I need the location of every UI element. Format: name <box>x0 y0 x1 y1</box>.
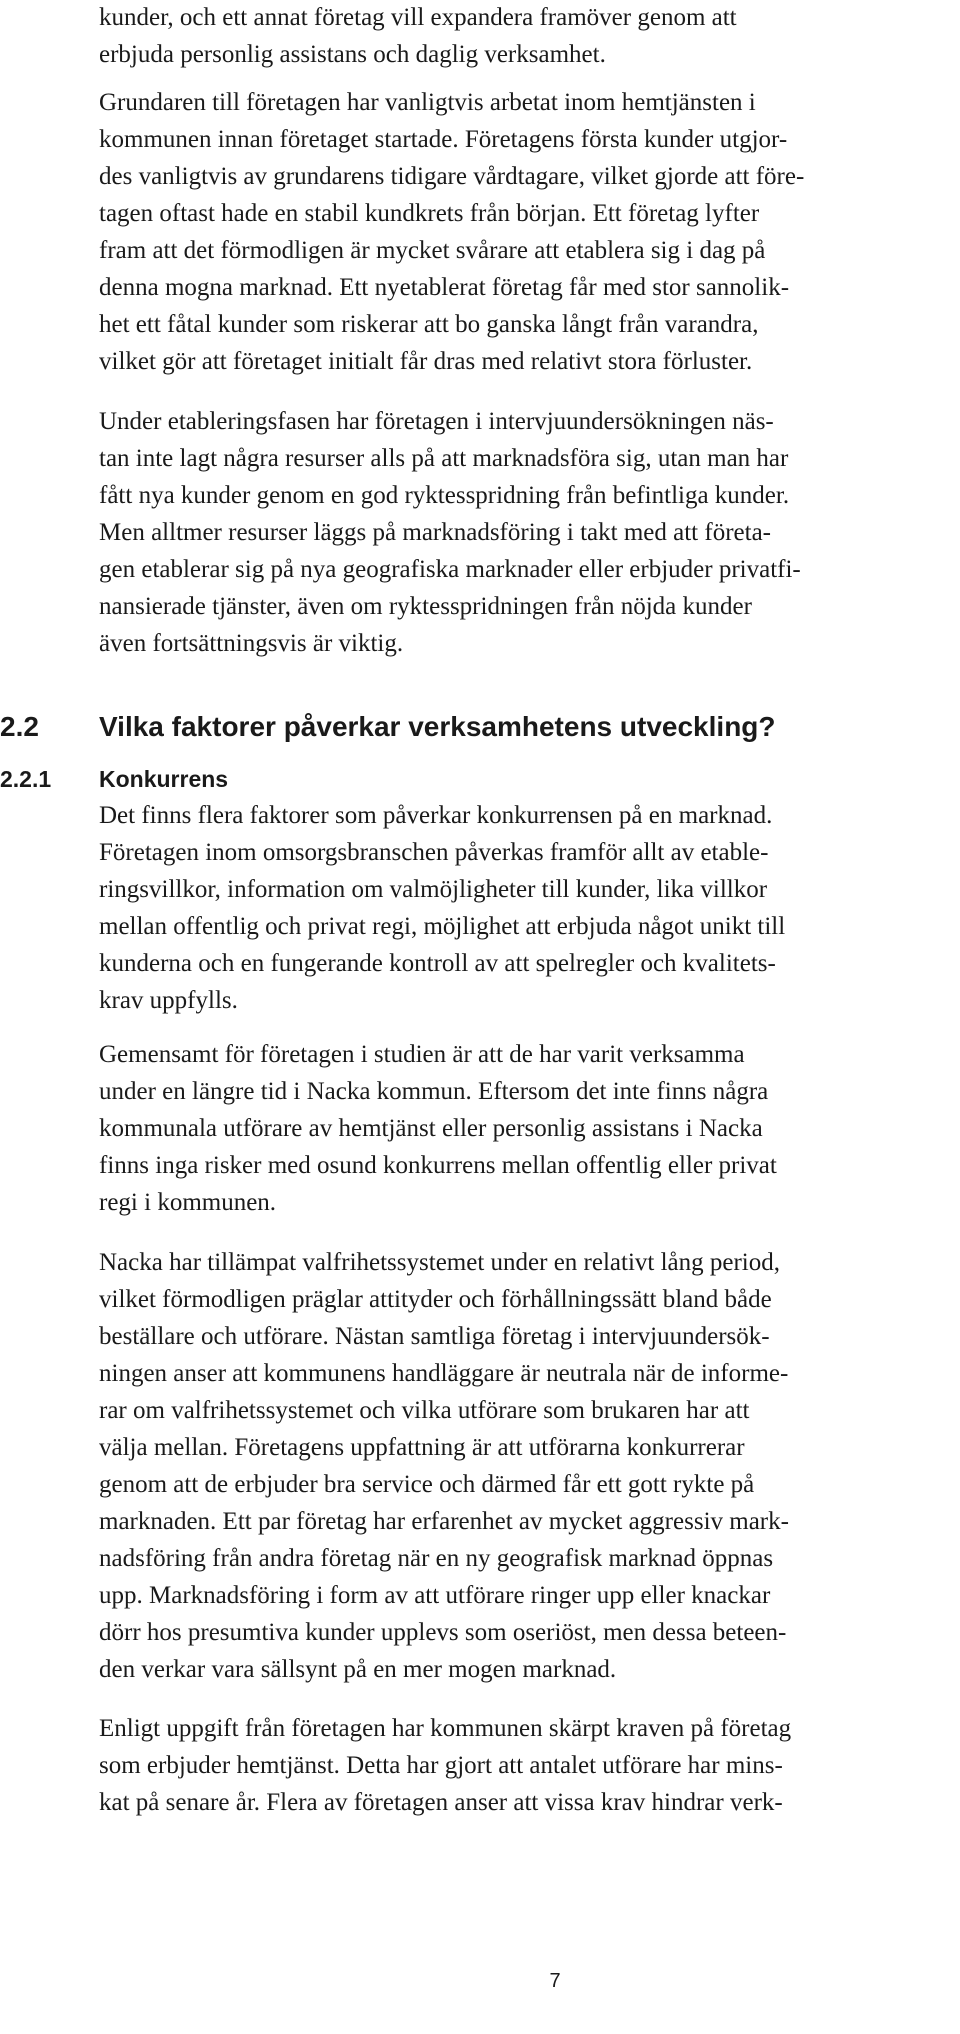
text-line: krav uppfylls. <box>99 987 238 1014</box>
section-title: Vilka faktorer påverkar verksamhetens utveckling? <box>99 711 776 742</box>
text-line: rar om valfrihetssystemet och vilka utförare som brukaren har att <box>99 1397 750 1424</box>
paragraph <box>99 1036 919 1221</box>
paragraph <box>99 1710 919 1821</box>
text-line: nadsföring från andra företag när en ny geografisk marknad öppnas <box>99 1545 774 1572</box>
text-line: denna mogna marknad. Ett nyetablerat företag får med stor sannolik- <box>99 274 790 301</box>
text-line: Grundaren till företagen har vanligtvis arbetat inom hemtjänsten i <box>99 89 756 116</box>
section-number: 2.2 <box>0 711 39 742</box>
text-line: Enligt uppgift från företagen har kommunen skärpt kraven på företag <box>99 1715 792 1742</box>
text-line: tagen oftast hade en stabil kundkrets från början. Ett företag lyfter <box>99 200 760 227</box>
text-line: under en längre tid i Nacka kommun. Eftersom det inte finns några <box>99 1078 769 1105</box>
paragraph <box>99 84 919 380</box>
text-line: het ett fåtal kunder som riskerar att bo ganska långt från varandra, <box>99 311 759 338</box>
text-line: fått nya kunder genom en god ryktesspridning från befintliga kunder. <box>99 482 790 509</box>
text-line: Under etableringsfasen har företagen i intervjuundersökningen näs- <box>99 408 774 435</box>
text-line: Gemensamt för företagen i studien är att de har varit verksamma <box>99 1041 745 1068</box>
text-line: även fortsättningsvis är viktig. <box>99 630 404 657</box>
paragraph <box>99 797 919 1019</box>
text-line: Men alltmer resurser läggs på marknadsföring i takt med att företa- <box>99 519 771 546</box>
text-line: den verkar vara sällsynt på en mer mogen marknad. <box>99 1656 617 1683</box>
subsection-number: 2.2.1 <box>0 766 52 792</box>
paragraph <box>99 0 919 73</box>
text-line: genom att de erbjuder bra service och därmed får ett gott rykte på <box>99 1471 755 1498</box>
text-line: kat på senare år. Flera av företagen anser att vissa krav hindrar verk- <box>99 1789 783 1816</box>
text-line: som erbjuder hemtjänst. Detta har gjort att antalet utförare har mins- <box>99 1752 783 1779</box>
text-line: kunderna och en fungerande kontroll av att spelregler och kvalitets- <box>99 950 776 977</box>
text-line: beställare och utförare. Nästan samtliga företag i intervjuundersök- <box>99 1323 770 1350</box>
text-line: kommunala utförare av hemtjänst eller personlig assistans i Nacka <box>99 1115 763 1142</box>
paragraph <box>99 403 919 662</box>
text-line: ningen anser att kommunens handläggare är neutrala när de informe- <box>99 1360 789 1387</box>
text-line: kommunen innan företaget startade. Företagens första kunder utgjor- <box>99 126 788 153</box>
text-line: Företagen inom omsorgsbranschen påverkas framför allt av etable- <box>99 839 769 866</box>
text-line: upp. Marknadsföring i form av att utförare ringer upp eller knackar <box>99 1582 771 1609</box>
text-line: vilket gör att företaget initialt får dras med relativt stora förluster. <box>99 348 753 375</box>
text-line: välja mellan. Företagens uppfattning är att utförarna konkurrerar <box>99 1434 745 1461</box>
text-line: regi i kommunen. <box>99 1189 277 1216</box>
text-line: Nacka har tillämpat valfrihetssystemet under en relativt lång period, <box>99 1249 781 1276</box>
text-line: ringsvillkor, information om valmöjligheter till kunder, lika villkor <box>99 876 768 903</box>
text-line: Det finns flera faktorer som påverkar konkurrensen på en marknad. <box>99 802 773 829</box>
subsection-title: Konkurrens <box>99 766 229 792</box>
text-line: vilket förmodligen präglar attityder och förhållningssätt bland både <box>99 1286 772 1313</box>
text-line: finns inga risker med osund konkurrens mellan offentlig eller privat <box>99 1152 777 1179</box>
text-line: des vanligtvis av grundarens tidigare vårdtagare, vilket gjorde att före- <box>99 163 805 190</box>
text-line: gen etablerar sig på nya geografiska marknader eller erbjuder privatfi- <box>99 556 801 583</box>
text-line: marknaden. Ett par företag har erfarenhet av mycket aggressiv mark- <box>99 1508 789 1535</box>
text-line: fram att det förmodligen är mycket svårare att etablera sig i dag på <box>99 237 766 264</box>
text-line: erbjuda personlig assistans och daglig verksamhet. <box>99 41 606 68</box>
text-line: nansierade tjänster, även om ryktesspridningen från nöjda kunder <box>99 593 752 620</box>
page-number: 7 <box>549 1970 561 1992</box>
paragraph <box>99 1244 919 1688</box>
text-line: dörr hos presumtiva kunder upplevs som oseriöst, men dessa beteen- <box>99 1619 787 1646</box>
text-line: kunder, och ett annat företag vill expandera framöver genom att <box>99 4 737 31</box>
text-line: tan inte lagt några resurser alls på att marknadsföra sig, utan man har <box>99 445 789 472</box>
text-line: mellan offentlig och privat regi, möjlighet att erbjuda något unikt till <box>99 913 786 940</box>
